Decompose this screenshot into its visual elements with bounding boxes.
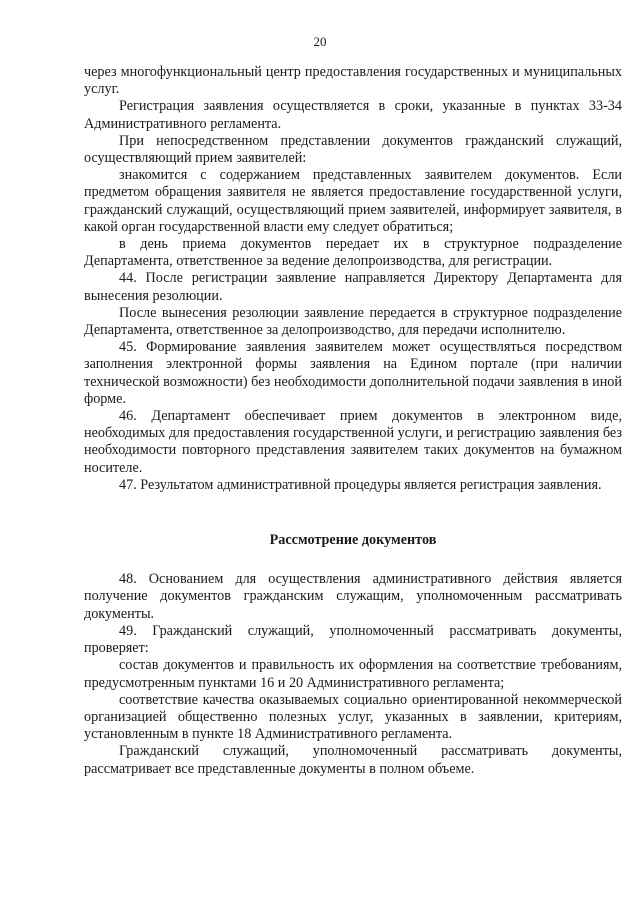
- paragraph: 48. Основанием для осуществления административного действия является получение документов гражданским служащим, уполномоченным рассматривать документы.: [84, 571, 622, 622]
- section-heading: Рассмотрение документов: [269, 532, 437, 549]
- paragraph: Гражданский служащий, уполномоченный рассматривать документы, рассматривает все представленные документы в полном объеме.: [84, 743, 622, 777]
- paragraph: 44. После регистрации заявление направляется Директору Департамента для вынесения резолюции.: [84, 270, 622, 304]
- spacer: [84, 494, 622, 532]
- paragraph: Регистрация заявления осуществляется в сроки, указанные в пунктах 33-34 Административного регламента.: [84, 98, 622, 132]
- page-number: 20: [313, 34, 327, 49]
- paragraph: После вынесения резолюции заявление передается в структурное подразделение Департамента, ответственное за делопроизводство, для передачи исполнителю.: [84, 304, 622, 339]
- document-body: [84, 64, 622, 778]
- paragraph: 46. Департамент обеспечивает прием документов в электронном виде, необходимых для предоставления государственной услуги, и регистрацию заявления без необходимости повторного представления заявителем таких документов на бумажном носителе.: [84, 408, 622, 476]
- paragraph: При непосредственном представлении документов гражданский служащий, осуществляющий прием заявителей:: [84, 132, 622, 167]
- spacer: [84, 549, 622, 571]
- paragraph: состав документов и правильность их оформления на соответствие требованиям, предусмотренным пунктами 16 и 20 Административного регламента;: [84, 657, 622, 691]
- paragraph: 47. Результатом административной процедуры является регистрация заявления.: [119, 476, 602, 493]
- paragraph: 45. Формирование заявления заявителем может осуществляться посредством заполнения электронной формы заявления на Едином портале (при наличии технической возможности) без необходимости дополнительной подачи заявления в иной форме.: [84, 339, 622, 407]
- paragraph: 49. Гражданский служащий, уполномоченный рассматривать документы, проверяет:: [84, 622, 622, 657]
- paragraph: знакомится с содержанием представленных заявителем документов. Если предметом обращения заявителя не является предоставление государственной услуги, гражданский служащий, осуществляющий прием заявителей, информирует заявителя, в какой орган государственной власти ему следует обратиться;: [84, 167, 622, 235]
- paragraph: соответствие качества оказываемых социально ориентированной некоммерческой организацией общественно полезных услуг, указанных в заявлении, критериям, установленным в пункте 18 Административного регламента.: [84, 691, 622, 743]
- paragraph: через многофункциональный центр предоставления государственных и муниципальных услуг.: [84, 64, 622, 98]
- paragraph: в день приема документов передает их в структурное подразделение Департамента, ответственное за ведение делопроизводства, для регистрации.: [84, 236, 622, 270]
